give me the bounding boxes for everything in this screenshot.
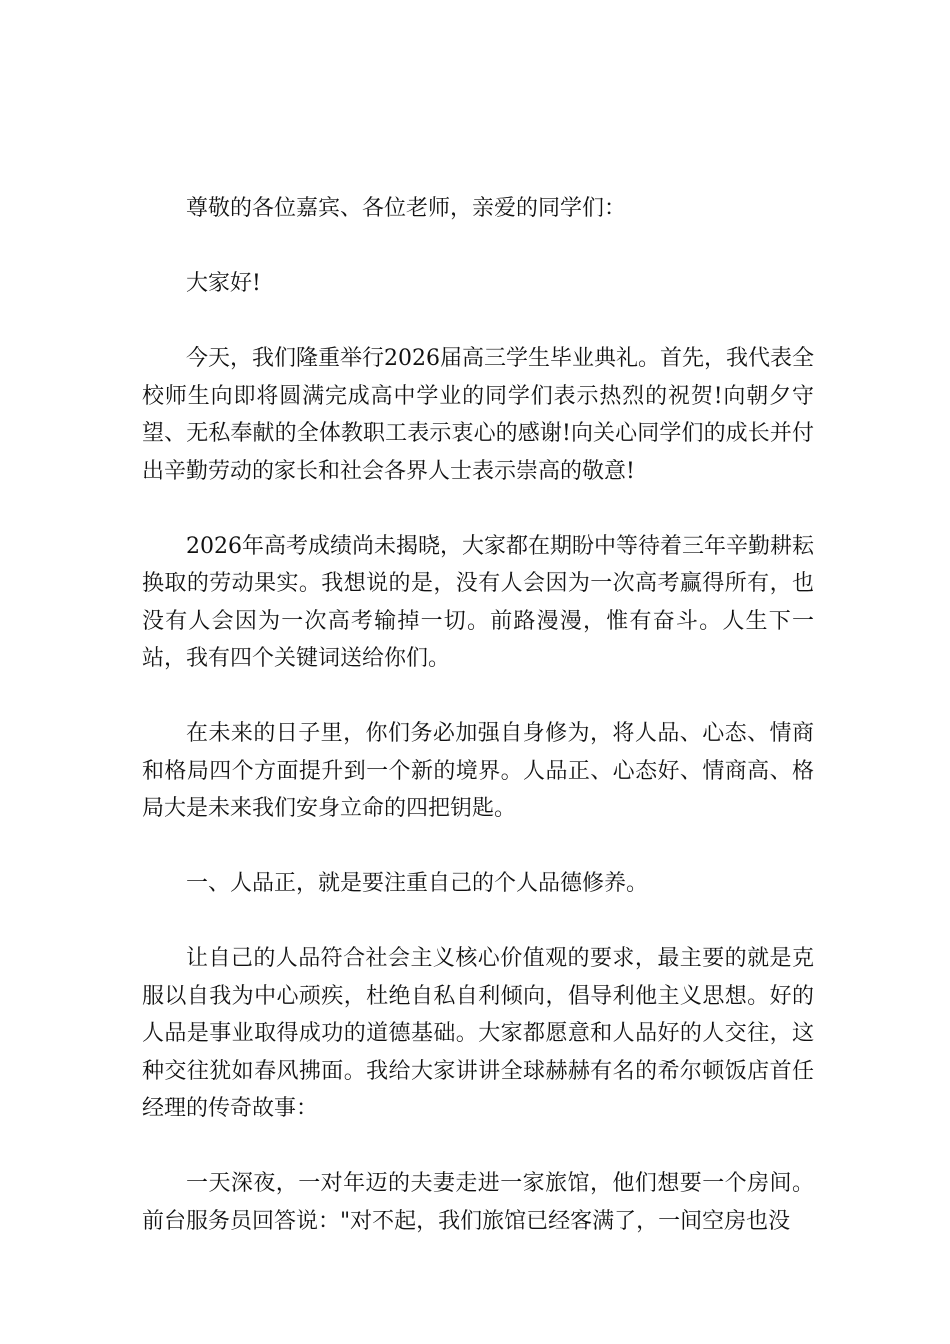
body-paragraph: 让自己的人品符合社会主义核心价值观的要求，最主要的就是克服以自我为中心顽疾，杜绝自私自利倾向，倡导利他主义思想。好的人品是事业取得成功的道德基础。大家都愿意和人品好的人交往，这种交往犹如春风拂面。我给大家讲讲全球赫赫有名的希尔顿饭店首任经理的传奇故事： [142,946,814,1121]
body-paragraph: 在未来的日子里，你们务必加强自身修为，将人品、心态、情商和格局四个方面提升到一个新的境界。人品正、心态好、情商高、格局大是未来我们安身立命的四把钥匙。 [142,721,814,821]
body-paragraph: 一天深夜，一对年迈的夫妻走进一家旅馆，他们想要一个房间。前台服务员回答说："对不起，我们旅馆已经客满了，一间空房也没 [142,1171,814,1234]
greeting: 大家好! [186,271,261,296]
body-paragraph: 今天，我们隆重举行2026届高三学生毕业典礼。首先，我代表全校师生向即将圆满完成高中学业的同学们表示热烈的祝贺!向朝夕守望、无私奉献的全体教职工表示衷心的感谢!向关心同学们的成长并付出辛勤劳动的家长和社会各界人士表示崇高的敬意! [142,346,814,484]
body-paragraph: 2026年高考成绩尚未揭晓，大家都在期盼中等待着三年辛勤耕耘换取的劳动果实。我想说的是，没有人会因为一次高考赢得所有，也没有人会因为一次高考输掉一切。前路漫漫，惟有奋斗。人生下一站，我有四个关键词送给你们。 [142,533,814,671]
salutation: 尊敬的各位嘉宾、各位老师，亲爱的同学们： [186,196,627,221]
section-heading: 一、人品正，就是要注重自己的个人品德修养。 [186,871,649,896]
document-body [142,190,814,1278]
